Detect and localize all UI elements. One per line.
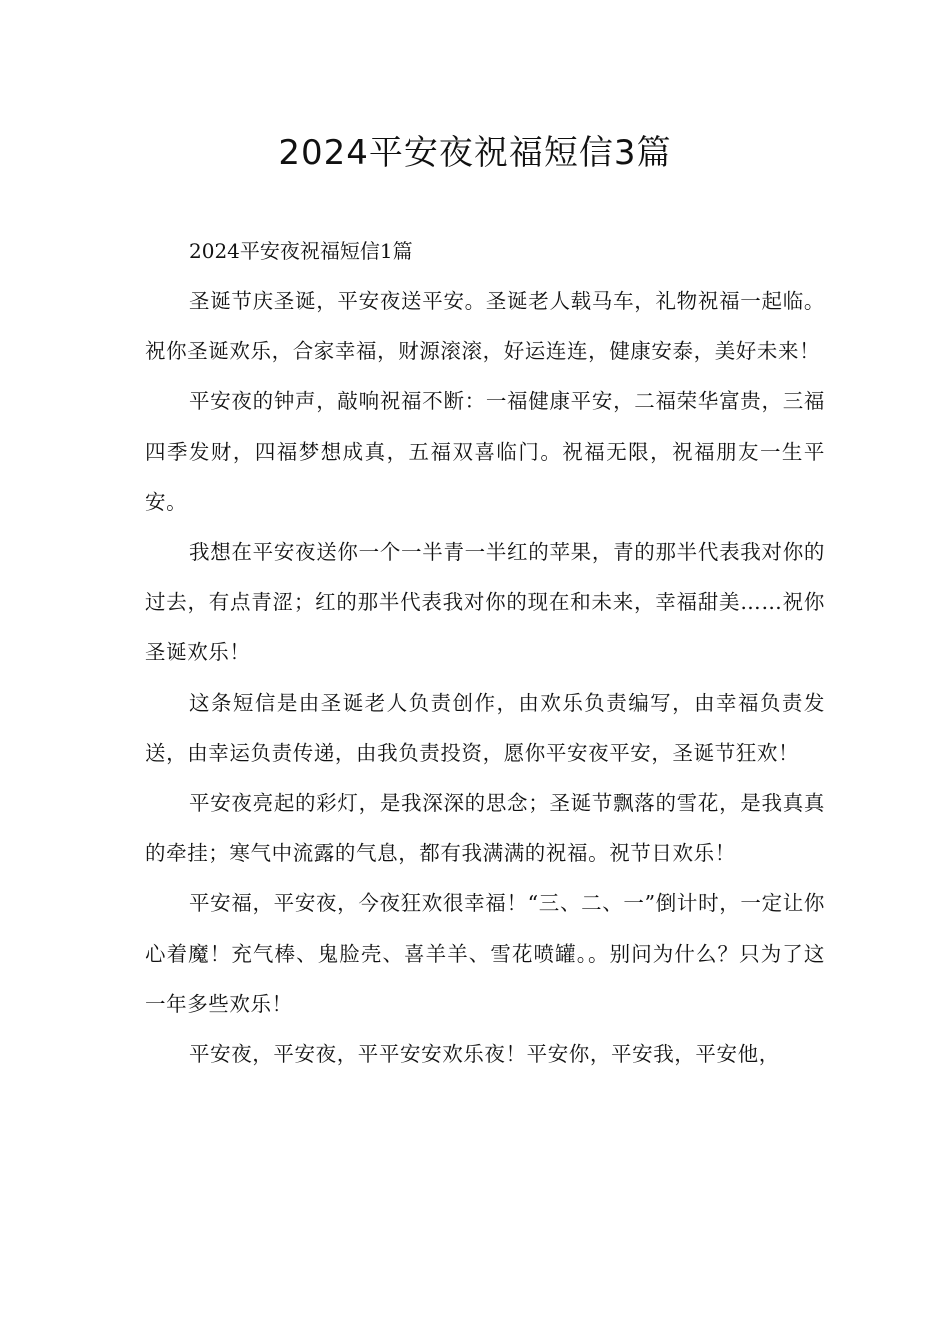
paragraph-1: 圣诞节庆圣诞，平安夜送平安。圣诞老人载马车，礼物祝福一起临。祝你圣诞欢乐，合家幸福，财源滚滚，好运连连，健康安泰，美好未来！: [145, 289, 825, 364]
paragraph-5: 平安夜亮起的彩灯，是我深深的思念；圣诞节飘落的雪花，是我真真的牵挂；寒气中流露的气息，都有我满满的祝福。祝节日欢乐！: [145, 791, 825, 866]
document-body: [145, 226, 825, 1079]
paragraph-7: 平安夜，平安夜，平平安安欢乐夜！平安你，平安我，平安他，: [189, 1042, 780, 1067]
paragraph-4: 这条短信是由圣诞老人负责创作，由欢乐负责编写，由幸福负责发送，由幸运负责传递，由我负责投资，愿你平安夜平安，圣诞节狂欢！: [145, 690, 825, 765]
document-title: 2024平安夜祝福短信3篇: [278, 133, 672, 173]
paragraph-3: 我想在平安夜送你一个一半青一半红的苹果，青的那半代表我对你的过去，有点青涩；红的那半代表我对你的现在和未来，幸福甜美……祝你圣诞欢乐！: [145, 540, 825, 665]
section-heading: 2024平安夜祝福短信1篇: [189, 239, 413, 263]
paragraph-6: 平安福，平安夜，今夜狂欢很幸福！“三、二、一”倒计时，一定让你心着魔！充气棒、鬼脸壳、喜羊羊、雪花喷罐。。别问为什么？只为了这一年多些欢乐！: [145, 891, 825, 1016]
paragraph-2: 平安夜的钟声，敲响祝福不断：一福健康平安，二福荣华富贵，三福四季发财，四福梦想成真，五福双喜临门。祝福无限，祝福朋友一生平安。: [145, 389, 825, 514]
